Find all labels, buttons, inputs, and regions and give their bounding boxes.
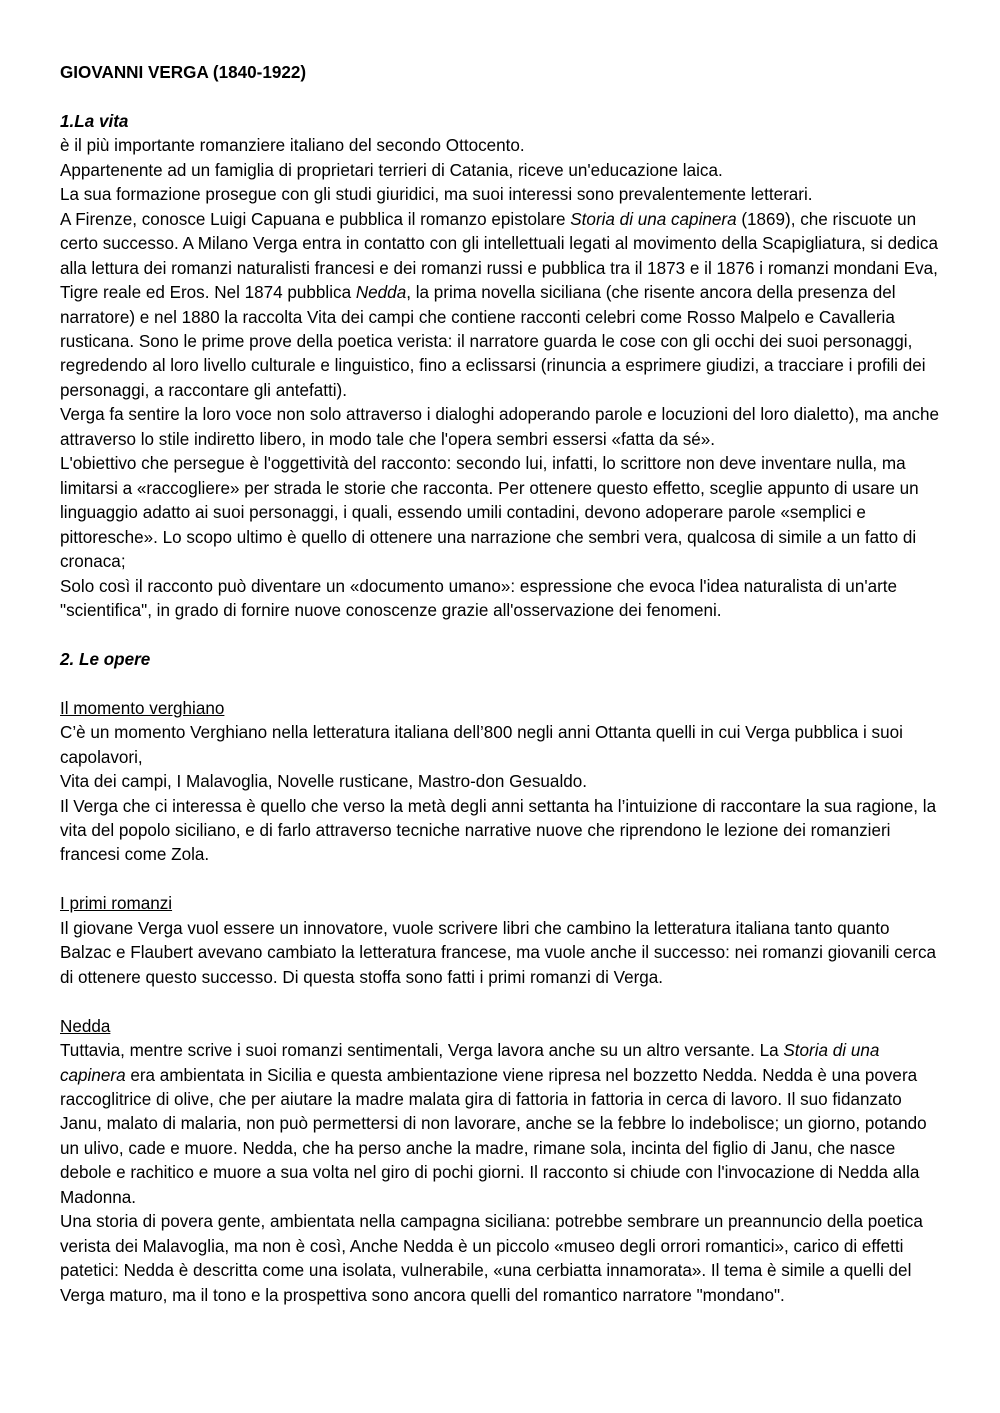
paragraph: Il Verga che ci interessa è quello che verso la metà degli anni settanta ha l’intuizione di raccontare la sua ragione, la vita del popolo siciliano, e di farlo attraverso tecniche narrative nuove che riprendono le lezione dei romanzieri francesi come Zola. bbox=[60, 796, 937, 865]
paragraph: Solo così il racconto può diventare un «documento umano»: espressione che evoca l'idea naturalista di un'arte "scientifica", in grado di fornire nuove conoscenze grazie all'osservazione dei fenomeni. bbox=[60, 576, 898, 620]
paragraph: Una storia di povera gente, ambientata nella campagna siciliana: potrebbe sembrare un preannuncio della poetica verista dei Malavoglia, ma non è così, Anche Nedda è un piccolo «museo degli orrori romantici», carico di effetti patetici: Nedda è descritta come una isolata, vulnerabile, «una cerbiatta innamorata». Il tema è simile a quelli del Verga maturo, ma il tono e la prospettiva sono ancora quelli del romantico narratore "mondano". bbox=[60, 1212, 923, 1305]
paragraph: Verga fa sentire la loro voce non solo attraverso i dialoghi adoperando parole e locuzioni del loro dialetto), ma anche attraverso lo stile indiretto libero, in modo tale che l'opera sembri essersi «fatta da sé». bbox=[60, 405, 939, 449]
paragraph bbox=[60, 208, 945, 404]
text-run: era ambientata in Sicilia e questa ambientazione viene ripresa nel bozzetto Nedda. Nedda è una povera raccoglitrice di olive, che per aiutare la madre malata gira di fattoria in fattoria in cerca di lavoro. Il suo fidanzato Janu, malato di malaria, non può permettersi di non lavorare, anche se la febbre lo indebolisce; un giorno, potando un ulivo, cade e muore. Nedda, che ha perso anche la madre, rimane sola, incinta del figlio di Janu, che nasce debole e rachitico e muore a sua volta nel giro di pochi giorni. Il racconto si chiude con l'invocazione di Nedda alla Madonna. bbox=[60, 1065, 927, 1207]
text-run: Tuttavia, mentre scrive i suoi romanzi sentimentali, Verga lavora anche su un altro versante. La bbox=[60, 1041, 784, 1061]
paragraph bbox=[60, 1039, 945, 1210]
document-body bbox=[60, 61, 945, 1308]
section-heading-la-vita: 1.La vita bbox=[60, 111, 129, 131]
paragraph: C’è un momento Verghiano nella letteratura italiana dell’800 negli anni Ottanta quelli in cui Verga pubblica i suoi capolavori, bbox=[60, 723, 903, 767]
paragraph: L'obiettivo che persegue è l'oggettività del racconto: secondo lui, infatti, lo scrittore non deve inventare nulla, ma limitarsi a «raccogliere» per strada le storie che racconta. Per ottenere questo effetto, sceglie appunto di usare un linguaggio adatto ai suoi personaggi, i quali, essendo umili contadini, devono adoperare parole «semplici e pittoresche». Lo scopo ultimo è quello di ottenere una narrazione che sembri vera, qualcosa di simile a un fatto di cronaca; bbox=[60, 454, 919, 572]
text-run: (1869), che riscuote un certo successo. A Milano Verga entra in contatto con gli intellettuali legati al movimento della Scapigliatura, si dedica alla lettura dei romanzi naturalisti francesi e dei romanzi russi e pubblica tra il 1873 e il 1876 i romanzi mondani Eva, Tigre reale ed Eros. Nel 1874 pubblica bbox=[60, 209, 938, 303]
text-run: A Firenze, conosce Luigi Capuana e pubblica il romanzo epistolare bbox=[60, 209, 571, 229]
subheading-primi-romanzi: I primi romanzi bbox=[60, 894, 173, 914]
paragraph: Appartenente ad un famiglia di proprietari terrieri di Catania, riceve un'educazione laica. bbox=[60, 160, 723, 180]
document-title: GIOVANNI VERGA (1840-1922) bbox=[60, 63, 307, 82]
paragraph: La sua formazione prosegue con gli studi giuridici, ma suoi interessi sono prevalentemente letterari. bbox=[60, 185, 813, 205]
paragraph: Il giovane Verga vuol essere un innovatore, vuole scrivere libri che cambino la letteratura italiana tanto quanto Balzac e Flaubert avevano cambiato la letteratura francese, ma vuole anche il successo: nei romanzi giovanili cerca di ottenere questo successo. Di questa stoffa sono fatti i primi romanzi di Verga. bbox=[60, 918, 937, 987]
text-run: , la prima novella siciliana (che risente ancora della presenza del narratore) e nel 1880 la raccolta Vita dei campi che contiene racconti celebri come Rosso Malpelo e Cavalleria rusticana. Sono le prime prove della poetica verista: il narratore guarda le cose con gli occhi dei suoi personaggi, regredendo al loro livello culturale e linguistico, fino a eclissarsi (rinuncia a esprimere giudizi, a tracciare i profili dei personaggi, a raccontare gli antefatti). bbox=[60, 283, 926, 400]
spacer bbox=[60, 990, 945, 1014]
italic-title: Nedda bbox=[355, 283, 407, 303]
paragraph: Vita dei campi, I Malavoglia, Novelle rusticane, Mastro-don Gesualdo. bbox=[60, 772, 588, 792]
section-heading-le-opere: 2. Le opere bbox=[60, 649, 151, 669]
subheading-nedda: Nedda bbox=[60, 1016, 111, 1036]
paragraph: è il più importante romanziere italiano del secondo Ottocento. bbox=[60, 136, 525, 156]
spacer bbox=[60, 623, 945, 647]
spacer bbox=[60, 672, 945, 696]
italic-title: Storia di una capinera bbox=[60, 1041, 880, 1085]
subheading-momento-verghiano: Il momento verghiano bbox=[60, 698, 225, 718]
spacer bbox=[60, 85, 945, 109]
spacer bbox=[60, 868, 945, 892]
italic-title: Storia di una capinera bbox=[570, 209, 737, 229]
